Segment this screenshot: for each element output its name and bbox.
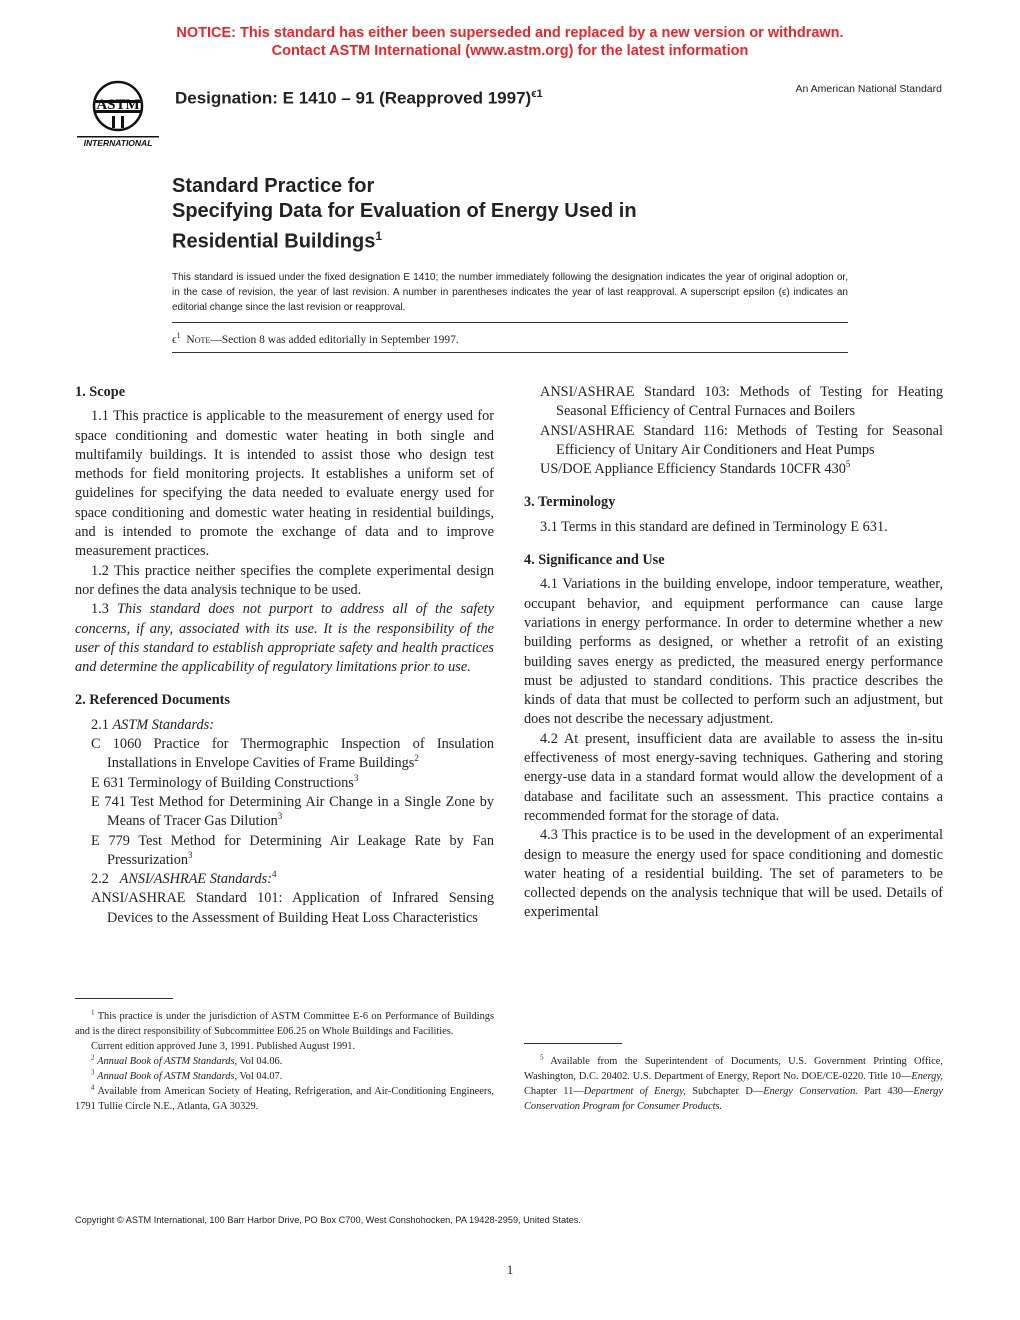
footnote-1-text: This practice is under the jurisdiction of ASTM Committee E-6 on Performance of Buildings and is the direct responsibility of Subcommittee E06.25 on Whole Buildings and Facilities.: [75, 1011, 494, 1037]
paragraph-4-3: 4.3 This practice is to be used in the development of an experimental design to measure the energy used for space conditioning and domestic water heating of a residential building. The set of parameters to be collected depends on the analysis technique that will be used. Details of experimental: [524, 827, 943, 921]
page-number: 1: [506, 1262, 514, 1277]
usdoe-text: US/DOE Appliance Efficiency Standards 10CFR 430: [540, 461, 846, 478]
footnote-5-italic: Energy,: [911, 1071, 943, 1082]
ashrae-103-reference: ANSI/ASHRAE Standard 103: Methods of Testing for Heating Seasonal Efficiency of Central Furnaces and Boilers: [540, 384, 943, 420]
issuance-statement: This standard is issued under the fixed designation E 1410; the number immediately following the designation indicates the year of original adoption or, in the case of revision, the year of last revision. A number in parentheses indicates the year of last reapproval. A superscript epsilon (ϵ) indicates an editorial change since the last revision or reapproval.: [172, 272, 848, 313]
notice-line-1: NOTICE: This standard has either been superseded and replaced by a new version or withdrawn.: [176, 25, 844, 41]
footnote-2-mark: 2: [91, 1053, 95, 1062]
reference-text: E 741 Test Method for Determining Air Change in a Single Zone by Means of Tracer Gas Dilution: [91, 793, 494, 830]
footnote-rule-left: [75, 998, 173, 999]
footnote-1: [75, 1009, 494, 1039]
footnote-1-approval: Current edition approved June 3, 1991. Published August 1991.: [91, 1041, 356, 1052]
section-1-heading: 1. Scope: [75, 384, 126, 400]
reference-text: C 1060 Practice for Thermographic Inspection of Insulation Installations in Envelope Cavities of Frame Buildings: [91, 736, 494, 772]
paragraph-2-1-num: 2.1: [91, 716, 109, 733]
designation-epsilon: ϵ1: [531, 88, 543, 100]
paragraph-2-1-text: ASTM Standards:: [112, 716, 214, 733]
paragraph-3-1: 3.1 Terms in this standard are defined in Terminology E 631.: [540, 518, 888, 535]
title-line-1: Standard Practice for: [172, 175, 375, 197]
footnote-2: [75, 1054, 494, 1069]
section-3-heading: 3. Terminology: [524, 494, 616, 511]
footnote-5-italic: Department of Energy,: [583, 1086, 686, 1097]
astm-logo-text: ASTM: [96, 97, 140, 113]
ashrae-116-reference: ANSI/ASHRAE Standard 116: Methods of Testing for Seasonal Efficiency of Unitary Air Conditioners and Heat Pumps: [540, 422, 943, 458]
national-standard-label: An American National Standard: [795, 83, 942, 95]
paragraph-1-2: 1.2 This practice neither specifies the complete experimental design nor defines the data analysis technique to be used.: [75, 562, 494, 598]
editorial-note: [172, 322, 848, 353]
section-4-heading: 4. Significance and Use: [524, 552, 665, 569]
paragraph-1-3: [75, 600, 494, 677]
right-column: [524, 383, 943, 923]
reference-item: [75, 774, 494, 793]
paragraph-2-2-footnote-mark: 4: [271, 869, 277, 880]
designation: [175, 88, 543, 109]
footnote-5-part: Chapter 11—: [524, 1086, 584, 1097]
left-column: [75, 383, 494, 928]
footnotes-right: [524, 1054, 943, 1114]
notice-line-2: Contact ASTM International (www.astm.org) for the latest information: [271, 43, 749, 59]
footnote-3-rest: , Vol 04.07.: [234, 1071, 283, 1082]
notice-banner: [0, 24, 1020, 60]
title-line-3-text: Residential Buildings: [172, 230, 376, 253]
astm-logo: [75, 80, 161, 152]
astm-logo-subtext: INTERNATIONAL: [83, 138, 153, 148]
footnote-2-rest: , Vol 04.06.: [234, 1056, 283, 1067]
footnote-5-part: Part 430—: [857, 1086, 914, 1097]
paragraph-4-1: 4.1 Variations in the building envelope, indoor temperature, weather, occupant behavior, and equipment performance can cause large variations in energy performance. In order to determine whether a new building performs as designed, or whether a retrofit of an existing building saves energy as predicted, the measured energy performance must be adjusted to standard conditions. This practice describes the kinds of data that must be collected to perform such an adjustment, but does not describe the necessary adjustment.: [524, 576, 943, 728]
reference-footnote-mark: 3: [277, 811, 283, 822]
eps-mark: ϵ: [172, 333, 177, 346]
footnote-2-title: Annual Book of ASTM Standards: [97, 1056, 235, 1067]
footnote-3: [75, 1069, 494, 1084]
footnote-5-italic: Energy Conservation.: [763, 1086, 858, 1097]
copyright-line: Copyright © ASTM International, 100 Barr Harbor Drive, PO Box C700, West Conshohocken, PA 19428-2959, United States.: [75, 1215, 581, 1225]
usdoe-footnote-mark: 5: [845, 459, 851, 470]
footnote-1-mark: 1: [91, 1008, 95, 1017]
footnote-4-text: Available from American Society of Heating, Refrigeration, and Air-Conditioning Engineers, 1791 Tullie Circle N.E., Atlanta, GA 30329.: [75, 1086, 494, 1112]
paragraph-2-2-num: 2.2: [91, 871, 109, 888]
paragraph-2-1: [75, 716, 494, 735]
footnote-5-italic: Energy Conservation Program for Consumer Products.: [524, 1086, 943, 1112]
footnote-5-part: Available from the Superintendent of Documents, U.S. Government Printing Office, Washington, D.C. 20402. U.S. Department of Energy, Report No. DOE/CE-0220. Title 10—: [524, 1056, 943, 1082]
reference-text: E 631 Terminology of Building Constructions: [91, 774, 354, 791]
footnote-5-mark: 5: [540, 1053, 544, 1062]
footnote-4-mark: 4: [91, 1083, 95, 1092]
paragraph-4-2: 4.2 At present, insufficient data are available to assess the in-situ effectiveness of most energy-saving techniques. Gathering and storing energy-use data in a standard format would allow the development of a database and facilitate such an assessment. This practice contains a recommended format for the storage of data.: [524, 730, 943, 824]
usdoe-reference: [524, 460, 943, 479]
footnote-4: [75, 1084, 494, 1114]
section-2-heading: 2. Referenced Documents: [75, 692, 230, 709]
title-line-2: Specifying Data for Evaluation of Energy Used in: [172, 200, 637, 222]
reference-footnote-mark: 3: [353, 772, 359, 783]
designation-text: Designation: E 1410 – 91 (Reapproved 1997): [175, 88, 532, 108]
footnote-5: [524, 1054, 943, 1114]
footnote-5-part: Subchapter D—: [685, 1086, 764, 1097]
title-line-3: [172, 224, 872, 255]
reference-item: [75, 735, 494, 774]
footnote-3-title: Annual Book of ASTM Standards: [97, 1071, 235, 1082]
paragraph-1-3-text: This standard does not purport to address all of the safety concerns, if any, associated with its use. It is the responsibility of the user of this standard to establish appropriate safety and health practices and determine the applicability of regulatory limitations prior to use.: [75, 601, 494, 676]
paragraph-2-2-text: ANSI/ASHRAE Standards:: [119, 871, 272, 888]
paragraph-2-2: [75, 870, 494, 889]
footnotes-left: [75, 1009, 494, 1114]
reference-item: [75, 793, 494, 832]
paragraph-1-3-num: 1.3: [91, 601, 109, 618]
reference-footnote-mark: 2: [414, 753, 419, 764]
ashrae-101-reference: ANSI/ASHRAE Standard 101: Application of Infrared Sensing Devices to the Assessment of Building Heat Loss Characteristics: [91, 890, 494, 926]
title-footnote-mark: 1: [375, 229, 383, 243]
paragraph-1-1: 1.1 This practice is applicable to the measurement of energy used for space conditioning and domestic water heating in both single and multifamily buildings. It is intended to assist those who design test methods for field monitoring projects. It establishes a uniform set of guidelines for specifying the data needed to evaluate energy used for space conditioning and domestic water heating in residential buildings, and is intended to promote the exchange of data and to improve measurement practices.: [75, 408, 494, 560]
reference-text: E 779 Test Method for Determining Air Leakage Rate by Fan Pressurization: [91, 832, 494, 868]
note-label: Note: [186, 333, 211, 346]
footnote-3-mark: 3: [91, 1068, 95, 1077]
reference-footnote-mark: 3: [188, 850, 193, 861]
footnote-rule-right: [524, 1043, 622, 1044]
eps-mark-sup: 1: [176, 331, 181, 340]
document-title: [172, 174, 872, 255]
note-text: —Section 8 was added editorially in September 1997.: [210, 333, 459, 346]
reference-item: [75, 832, 494, 871]
